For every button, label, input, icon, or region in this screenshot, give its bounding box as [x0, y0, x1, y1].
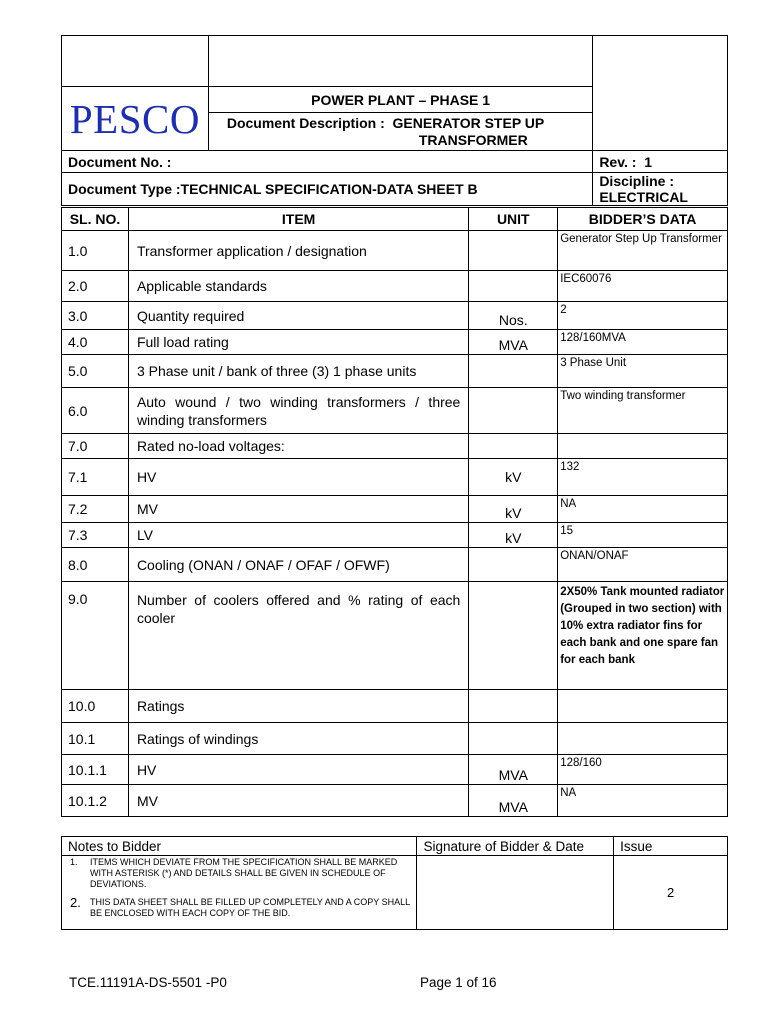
row-bidders-data: NA	[558, 785, 728, 817]
note-item	[62, 897, 416, 919]
row-item: Ratings	[128, 690, 468, 723]
row-bidders-data: 132	[558, 459, 728, 496]
row-item: Auto wound / two winding transformers / three winding transformers	[128, 388, 468, 434]
table-row	[62, 723, 728, 755]
row-item: MV	[128, 785, 468, 817]
row-item: Quantity required	[128, 302, 468, 330]
row-unit	[469, 231, 558, 271]
row-sl-no: 6.0	[62, 388, 129, 434]
footer-page-number: Page 1 of 16	[420, 975, 497, 990]
row-sl-no: 10.1.1	[62, 755, 129, 785]
document-header	[61, 35, 728, 206]
row-bidders-data: 15	[558, 523, 728, 548]
row-sl-no: 10.1	[62, 723, 129, 755]
row-bidders-data: ONAN/ONAF	[558, 548, 728, 582]
row-unit: kV	[469, 496, 558, 523]
row-bidders-data: IEC60076	[558, 271, 728, 302]
row-bidders-data: 3 Phase Unit	[558, 355, 728, 388]
row-item: Number of coolers offered and % rating of each cooler	[128, 582, 468, 690]
table-row	[62, 548, 728, 582]
row-unit	[469, 690, 558, 723]
row-unit: MVA	[469, 785, 558, 817]
row-sl-no: 10.0	[62, 690, 129, 723]
row-item: Rated no-load voltages:	[128, 434, 468, 459]
table-row	[62, 271, 728, 302]
row-item: MV	[128, 496, 468, 523]
table-row	[62, 582, 728, 690]
notes-body-row	[62, 856, 728, 930]
description-label: Document Description :	[226, 114, 385, 131]
row-sl-no: 9.0	[62, 582, 129, 690]
row-bidders-data	[558, 723, 728, 755]
document-description	[208, 113, 592, 151]
rev-label: Rev. :	[599, 153, 637, 170]
row-sl-no: 10.1.2	[62, 785, 129, 817]
table-row	[62, 355, 728, 388]
issue-label: Issue	[614, 837, 728, 856]
row-bidders-data	[558, 690, 728, 723]
row-sl-no: 7.2	[62, 496, 129, 523]
header-blank-right	[593, 36, 728, 151]
row-item: Applicable standards	[128, 271, 468, 302]
header-blank-left	[62, 36, 209, 87]
table-row	[62, 496, 728, 523]
table-row	[62, 523, 728, 548]
row-sl-no: 7.1	[62, 459, 129, 496]
signature-label: Signature of Bidder & Date	[417, 837, 614, 856]
note-item	[62, 857, 416, 890]
row-unit: MVA	[469, 330, 558, 355]
table-row	[62, 690, 728, 723]
header-blank-middle	[208, 36, 592, 87]
data-sheet-table	[61, 207, 728, 817]
row-item: HV	[128, 459, 468, 496]
table-row	[62, 434, 728, 459]
row-sl-no: 8.0	[62, 548, 129, 582]
table-row	[62, 388, 728, 434]
row-sl-no: 1.0	[62, 231, 129, 271]
row-unit: kV	[469, 459, 558, 496]
row-bidders-data: Two winding transformer	[558, 388, 728, 434]
discipline: Discipline : ELECTRICAL	[593, 173, 728, 206]
row-bidders-data: 2X50% Tank mounted radiator (Grouped in two section) with 10% extra radiator fins for each bank and one spare fan for each bank	[558, 582, 728, 690]
row-bidders-data: 128/160	[558, 755, 728, 785]
table-row	[62, 330, 728, 355]
header-bidders-data: BIDDER’S DATA	[558, 208, 728, 231]
row-sl-no: 7.3	[62, 523, 129, 548]
project-title: POWER PLANT – PHASE 1	[208, 87, 592, 113]
notes-list	[62, 856, 417, 930]
row-item: Transformer application / designation	[128, 231, 468, 271]
row-unit	[469, 355, 558, 388]
row-unit	[469, 388, 558, 434]
row-unit	[469, 723, 558, 755]
table-row	[62, 785, 728, 817]
table-header-row	[62, 208, 728, 231]
row-sl-no: 2.0	[62, 271, 129, 302]
document-no-label: Document No. :	[68, 153, 172, 170]
row-unit	[469, 434, 558, 459]
description-line1: GENERATOR STEP UP	[392, 114, 545, 131]
issue-value: 2	[614, 856, 728, 930]
row-item: LV	[128, 523, 468, 548]
header-sl-no: SL. NO.	[62, 208, 129, 231]
row-bidders-data: 128/160MVA	[558, 330, 728, 355]
row-bidders-data: NA	[558, 496, 728, 523]
row-bidders-data	[558, 434, 728, 459]
pesco-logo: PESCO	[62, 87, 209, 151]
row-unit	[469, 582, 558, 690]
row-unit: kV	[469, 523, 558, 548]
note-text: ITEMS WHICH DEVIATE FROM THE SPECIFICATION SHALL BE MARKED WITH ASTERISK (*) AND DETAILS SHALL BE GIVEN IN SCHEDULE OF DEVIATIONS.	[90, 857, 398, 889]
table-row	[62, 231, 728, 271]
row-bidders-data: 2	[558, 302, 728, 330]
header-item: ITEM	[128, 208, 468, 231]
row-item: 3 Phase unit / bank of three (3) 1 phase units	[128, 355, 468, 388]
description-line2: TRANSFORMER	[418, 131, 528, 148]
document-type: Document Type :TECHNICAL SPECIFICATION-DATA SHEET B	[62, 173, 593, 206]
notes-table	[61, 836, 728, 930]
row-unit: Nos.	[469, 302, 558, 330]
note-number: 1.	[70, 857, 78, 867]
table-row	[62, 459, 728, 496]
notes-title: Notes to Bidder	[62, 837, 417, 856]
row-item: Ratings of windings	[128, 723, 468, 755]
signature-cell	[417, 856, 614, 930]
note-text: THIS DATA SHEET SHALL BE FILLED UP COMPLETELY AND A COPY SHALL BE ENCLOSED WITH EACH COPY OF THE BID.	[90, 897, 410, 918]
row-item: HV	[128, 755, 468, 785]
document-no	[62, 151, 593, 173]
table-row	[62, 302, 728, 330]
header-unit: UNIT	[469, 208, 558, 231]
row-bidders-data: Generator Step Up Transformer	[558, 231, 728, 271]
footer-document-code: TCE.11191A-DS-5501 -P0	[69, 975, 227, 990]
notes-header-row	[62, 837, 728, 856]
note-number: 2.	[70, 895, 81, 910]
row-unit: MVA	[469, 755, 558, 785]
table-row	[62, 755, 728, 785]
row-sl-no: 3.0	[62, 302, 129, 330]
row-unit	[469, 548, 558, 582]
row-sl-no: 4.0	[62, 330, 129, 355]
row-sl-no: 7.0	[62, 434, 129, 459]
row-item: Full load rating	[128, 330, 468, 355]
row-unit	[469, 271, 558, 302]
revision	[593, 151, 728, 173]
row-sl-no: 5.0	[62, 355, 129, 388]
rev-value: 1	[644, 153, 652, 170]
row-item: Cooling (ONAN / ONAF / OFAF / OFWF)	[128, 548, 468, 582]
